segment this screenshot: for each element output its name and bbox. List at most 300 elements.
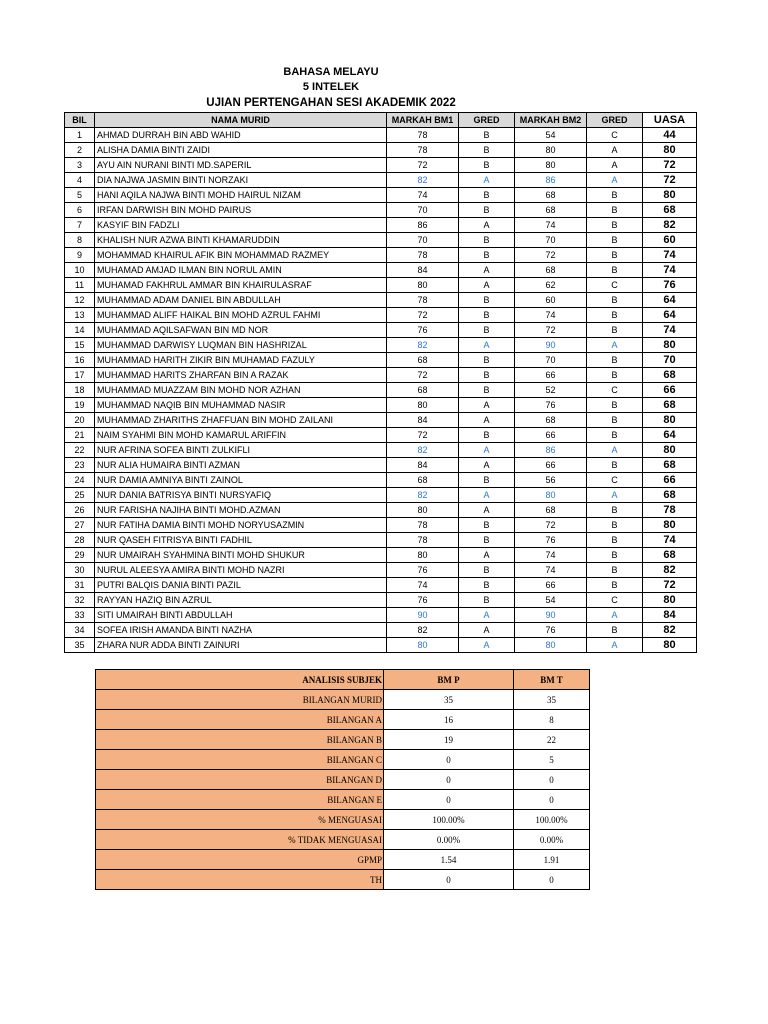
cell-gred1: B (459, 248, 515, 263)
analysis-row (96, 710, 590, 730)
cell-markah-bm1: 82 (387, 173, 459, 188)
analysis-value-bmp: 100.00% (384, 810, 514, 830)
cell-markah-bm1: 78 (387, 293, 459, 308)
cell-gred1: B (459, 233, 515, 248)
cell-markah-bm2: 68 (515, 203, 587, 218)
cell-uasa: 78 (643, 503, 697, 518)
cell-markah-bm2: 72 (515, 518, 587, 533)
cell-gred1: A (459, 413, 515, 428)
cell-markah-bm2: 72 (515, 248, 587, 263)
cell-bil: 32 (65, 593, 95, 608)
cell-bil: 18 (65, 383, 95, 398)
cell-bil: 24 (65, 473, 95, 488)
table-row (65, 383, 697, 398)
analysis-value-bmt: 5 (514, 750, 590, 770)
cell-gred2: B (587, 563, 643, 578)
analysis-value-bmp: 0 (384, 750, 514, 770)
cell-gred1: A (459, 488, 515, 503)
analysis-header-bmt: BM T (514, 670, 590, 690)
cell-nama: KHALISH NUR AZWA BINTI KHAMARUDDIN (95, 233, 387, 248)
cell-uasa: 80 (643, 143, 697, 158)
cell-markah-bm1: 84 (387, 458, 459, 473)
table-row (65, 548, 697, 563)
cell-bil: 10 (65, 263, 95, 278)
cell-uasa: 68 (643, 488, 697, 503)
cell-markah-bm2: 52 (515, 383, 587, 398)
table-row (65, 173, 697, 188)
cell-nama: MUHAMAD AMJAD ILMAN BIN NORUL AMIN (95, 263, 387, 278)
cell-markah-bm2: 80 (515, 488, 587, 503)
cell-uasa: 82 (643, 563, 697, 578)
cell-nama: NUR FARISHA NAJIHA BINTI MOHD.AZMAN (95, 503, 387, 518)
cell-markah-bm2: 80 (515, 638, 587, 653)
table-row (65, 413, 697, 428)
cell-uasa: 72 (643, 578, 697, 593)
analysis-row (96, 730, 590, 750)
table-row (65, 428, 697, 443)
cell-bil: 8 (65, 233, 95, 248)
analysis-row (96, 690, 590, 710)
cell-bil: 31 (65, 578, 95, 593)
cell-gred2: C (587, 473, 643, 488)
cell-markah-bm2: 72 (515, 323, 587, 338)
cell-bil: 1 (65, 128, 95, 143)
analysis-label: BILANGAN D (96, 770, 384, 790)
cell-markah-bm2: 80 (515, 158, 587, 173)
col-header-markah-bm1: MARKAH BM1 (387, 113, 459, 128)
cell-markah-bm1: 72 (387, 308, 459, 323)
table-row (65, 128, 697, 143)
analysis-label: BILANGAN C (96, 750, 384, 770)
cell-markah-bm1: 76 (387, 323, 459, 338)
analysis-row (96, 750, 590, 770)
cell-gred2: B (587, 188, 643, 203)
cell-gred2: C (587, 278, 643, 293)
cell-gred2: A (587, 143, 643, 158)
table-row (65, 638, 697, 653)
cell-gred1: A (459, 458, 515, 473)
cell-nama: MUHAMMAD ZHARITHS ZHAFFUAN BIN MOHD ZAILANI (95, 413, 387, 428)
cell-bil: 21 (65, 428, 95, 443)
table-row (65, 533, 697, 548)
cell-markah-bm1: 78 (387, 143, 459, 158)
cell-gred1: B (459, 128, 515, 143)
cell-markah-bm2: 90 (515, 338, 587, 353)
cell-uasa: 80 (643, 593, 697, 608)
cell-markah-bm2: 54 (515, 593, 587, 608)
cell-bil: 30 (65, 563, 95, 578)
cell-uasa: 64 (643, 293, 697, 308)
cell-uasa: 68 (643, 368, 697, 383)
analysis-value-bmp: 19 (384, 730, 514, 750)
table-row (65, 263, 697, 278)
col-header-markah-bm2: MARKAH BM2 (515, 113, 587, 128)
analysis-value-bmt: 0 (514, 770, 590, 790)
cell-uasa: 82 (643, 218, 697, 233)
cell-markah-bm2: 54 (515, 128, 587, 143)
cell-gred1: A (459, 278, 515, 293)
cell-markah-bm2: 68 (515, 263, 587, 278)
table-row (65, 203, 697, 218)
cell-uasa: 68 (643, 548, 697, 563)
cell-bil: 26 (65, 503, 95, 518)
cell-gred1: A (459, 443, 515, 458)
analysis-header-row (96, 670, 590, 690)
cell-gred1: B (459, 533, 515, 548)
cell-bil: 6 (65, 203, 95, 218)
cell-gred2: A (587, 338, 643, 353)
cell-bil: 14 (65, 323, 95, 338)
cell-bil: 33 (65, 608, 95, 623)
cell-gred1: B (459, 473, 515, 488)
cell-markah-bm2: 80 (515, 143, 587, 158)
cell-gred2: B (587, 578, 643, 593)
cell-uasa: 72 (643, 158, 697, 173)
cell-gred1: A (459, 638, 515, 653)
cell-markah-bm1: 84 (387, 413, 459, 428)
col-header-gred2: GRED (587, 113, 643, 128)
cell-markah-bm2: 66 (515, 578, 587, 593)
table-row (65, 293, 697, 308)
cell-gred2: B (587, 323, 643, 338)
cell-gred1: B (459, 593, 515, 608)
cell-gred2: C (587, 593, 643, 608)
analysis-value-bmp: 0.00% (384, 830, 514, 850)
analysis-value-bmt: 0 (514, 870, 590, 890)
cell-nama: NAIM SYAHMI BIN MOHD KAMARUL ARIFFIN (95, 428, 387, 443)
cell-nama: IRFAN DARWISH BIN MOHD PAIRUS (95, 203, 387, 218)
analysis-value-bmp: 0 (384, 770, 514, 790)
cell-markah-bm1: 70 (387, 233, 459, 248)
cell-nama: HANI AQILA NAJWA BINTI MOHD HAIRUL NIZAM (95, 188, 387, 203)
cell-bil: 13 (65, 308, 95, 323)
analysis-row (96, 870, 590, 890)
col-header-bil: BIL (65, 113, 95, 128)
cell-markah-bm1: 82 (387, 443, 459, 458)
analysis-row (96, 850, 590, 870)
cell-nama: NUR FATIHA DAMIA BINTI MOHD NORYUSAZMIN (95, 518, 387, 533)
cell-gred1: B (459, 158, 515, 173)
cell-uasa: 76 (643, 278, 697, 293)
cell-bil: 19 (65, 398, 95, 413)
table-row (65, 218, 697, 233)
analysis-label: BILANGAN MURID (96, 690, 384, 710)
cell-bil: 27 (65, 518, 95, 533)
cell-markah-bm1: 90 (387, 608, 459, 623)
table-row (65, 593, 697, 608)
cell-gred1: B (459, 563, 515, 578)
cell-nama: MUHAMMAD HARITS ZHARFAN BIN A RAZAK (95, 368, 387, 383)
analysis-value-bmt: 100.00% (514, 810, 590, 830)
cell-markah-bm1: 80 (387, 503, 459, 518)
cell-nama: MUHAMMAD HARITH ZIKIR BIN MUHAMAD FAZULY (95, 353, 387, 368)
cell-gred1: A (459, 608, 515, 623)
cell-gred1: B (459, 188, 515, 203)
cell-markah-bm1: 78 (387, 533, 459, 548)
student-marks-table (64, 112, 697, 653)
analysis-label: BILANGAN B (96, 730, 384, 750)
cell-gred1: A (459, 503, 515, 518)
document-exam-title: UJIAN PERTENGAHAN SESI AKADEMIK 2022 (206, 97, 456, 109)
cell-markah-bm1: 86 (387, 218, 459, 233)
cell-markah-bm2: 62 (515, 278, 587, 293)
cell-gred1: B (459, 368, 515, 383)
cell-gred2: B (587, 398, 643, 413)
table-row (65, 323, 697, 338)
analysis-value-bmt: 1.91 (514, 850, 590, 870)
cell-gred2: C (587, 128, 643, 143)
cell-gred1: A (459, 623, 515, 638)
cell-markah-bm2: 74 (515, 548, 587, 563)
cell-gred1: B (459, 323, 515, 338)
cell-gred2: A (587, 608, 643, 623)
cell-bil: 12 (65, 293, 95, 308)
cell-nama: SOFEA IRISH AMANDA BINTI NAZHA (95, 623, 387, 638)
analysis-value-bmt: 35 (514, 690, 590, 710)
cell-uasa: 84 (643, 608, 697, 623)
table-row (65, 368, 697, 383)
cell-gred2: B (587, 233, 643, 248)
cell-uasa: 74 (643, 263, 697, 278)
subject-analysis-table (95, 669, 590, 890)
cell-gred1: B (459, 578, 515, 593)
cell-markah-bm1: 80 (387, 548, 459, 563)
cell-uasa: 64 (643, 428, 697, 443)
cell-gred2: A (587, 638, 643, 653)
cell-gred2: B (587, 503, 643, 518)
cell-markah-bm1: 80 (387, 398, 459, 413)
table-row (65, 158, 697, 173)
cell-uasa: 80 (643, 518, 697, 533)
cell-nama: NUR ALIA HUMAIRA BINTI AZMAN (95, 458, 387, 473)
cell-markah-bm2: 76 (515, 533, 587, 548)
cell-markah-bm2: 76 (515, 623, 587, 638)
cell-markah-bm2: 56 (515, 473, 587, 488)
cell-bil: 22 (65, 443, 95, 458)
analysis-value-bmt: 8 (514, 710, 590, 730)
cell-markah-bm2: 66 (515, 428, 587, 443)
cell-markah-bm1: 82 (387, 623, 459, 638)
cell-markah-bm2: 74 (515, 218, 587, 233)
cell-gred2: A (587, 173, 643, 188)
cell-uasa: 68 (643, 203, 697, 218)
table-row (65, 518, 697, 533)
cell-markah-bm2: 60 (515, 293, 587, 308)
cell-markah-bm1: 80 (387, 278, 459, 293)
cell-gred1: B (459, 518, 515, 533)
cell-markah-bm1: 76 (387, 563, 459, 578)
cell-uasa: 80 (643, 638, 697, 653)
cell-uasa: 64 (643, 308, 697, 323)
analysis-row (96, 770, 590, 790)
cell-bil: 2 (65, 143, 95, 158)
cell-markah-bm2: 76 (515, 398, 587, 413)
cell-markah-bm2: 68 (515, 188, 587, 203)
student-rows (65, 128, 697, 653)
cell-gred1: B (459, 383, 515, 398)
cell-markah-bm1: 78 (387, 248, 459, 263)
cell-gred2: A (587, 488, 643, 503)
cell-gred1: A (459, 548, 515, 563)
cell-gred2: B (587, 623, 643, 638)
cell-bil: 20 (65, 413, 95, 428)
cell-bil: 34 (65, 623, 95, 638)
cell-gred2: B (587, 533, 643, 548)
cell-uasa: 72 (643, 173, 697, 188)
cell-uasa: 44 (643, 128, 697, 143)
analysis-value-bmt: 0 (514, 790, 590, 810)
cell-bil: 29 (65, 548, 95, 563)
cell-markah-bm2: 70 (515, 353, 587, 368)
analysis-header-bmp: BM P (384, 670, 514, 690)
cell-markah-bm1: 84 (387, 263, 459, 278)
table-row (65, 563, 697, 578)
cell-nama: NUR DANIA BATRISYA BINTI NURSYAFIQ (95, 488, 387, 503)
cell-uasa: 66 (643, 473, 697, 488)
cell-nama: KASYIF BIN FADZLI (95, 218, 387, 233)
cell-gred1: B (459, 143, 515, 158)
analysis-value-bmp: 0 (384, 870, 514, 890)
cell-bil: 9 (65, 248, 95, 263)
cell-gred2: B (587, 428, 643, 443)
analysis-row (96, 830, 590, 850)
cell-gred2: B (587, 353, 643, 368)
cell-nama: MUHAMMAD ADAM DANIEL BIN ABDULLAH (95, 293, 387, 308)
table-row (65, 608, 697, 623)
cell-uasa: 74 (643, 323, 697, 338)
cell-gred2: B (587, 263, 643, 278)
cell-bil: 11 (65, 278, 95, 293)
table-row (65, 188, 697, 203)
cell-markah-bm2: 70 (515, 233, 587, 248)
cell-markah-bm1: 76 (387, 593, 459, 608)
cell-markah-bm2: 66 (515, 368, 587, 383)
cell-markah-bm1: 78 (387, 518, 459, 533)
cell-markah-bm1: 80 (387, 638, 459, 653)
cell-markah-bm1: 72 (387, 428, 459, 443)
cell-nama: AYU AIN NURANI BINTI MD.SAPERIL (95, 158, 387, 173)
cell-markah-bm1: 70 (387, 203, 459, 218)
cell-gred2: B (587, 413, 643, 428)
cell-gred2: B (587, 368, 643, 383)
cell-bil: 35 (65, 638, 95, 653)
cell-gred2: C (587, 383, 643, 398)
cell-uasa: 74 (643, 248, 697, 263)
cell-gred2: B (587, 518, 643, 533)
cell-gred2: B (587, 458, 643, 473)
analysis-row (96, 810, 590, 830)
cell-gred2: B (587, 248, 643, 263)
table-row (65, 338, 697, 353)
table-row (65, 623, 697, 638)
cell-markah-bm1: 78 (387, 128, 459, 143)
cell-nama: NUR QASEH FITRISYA BINTI FADHIL (95, 533, 387, 548)
cell-markah-bm1: 68 (387, 473, 459, 488)
col-header-gred1: GRED (459, 113, 515, 128)
cell-markah-bm2: 68 (515, 503, 587, 518)
cell-nama: MOHAMMAD KHAIRUL AFIK BIN MOHAMMAD RAZMEY (95, 248, 387, 263)
cell-uasa: 80 (643, 338, 697, 353)
cell-gred1: A (459, 398, 515, 413)
table-row (65, 353, 697, 368)
cell-bil: 28 (65, 533, 95, 548)
cell-uasa: 68 (643, 398, 697, 413)
cell-gred2: B (587, 203, 643, 218)
cell-bil: 15 (65, 338, 95, 353)
cell-markah-bm1: 68 (387, 353, 459, 368)
analysis-value-bmt: 22 (514, 730, 590, 750)
analysis-label: % TIDAK MENGUASAI (96, 830, 384, 850)
analysis-value-bmp: 0 (384, 790, 514, 810)
cell-bil: 4 (65, 173, 95, 188)
table-row (65, 308, 697, 323)
cell-markah-bm1: 74 (387, 578, 459, 593)
cell-markah-bm1: 72 (387, 158, 459, 173)
table-row (65, 503, 697, 518)
cell-nama: ALISHA DAMIA BINTI ZAIDI (95, 143, 387, 158)
cell-nama: AHMAD DURRAH BIN ABD WAHID (95, 128, 387, 143)
cell-gred2: B (587, 548, 643, 563)
cell-bil: 17 (65, 368, 95, 383)
cell-gred1: B (459, 203, 515, 218)
analysis-value-bmt: 0.00% (514, 830, 590, 850)
cell-uasa: 80 (643, 413, 697, 428)
cell-bil: 25 (65, 488, 95, 503)
cell-uasa: 80 (643, 443, 697, 458)
table-header-row (65, 113, 697, 128)
cell-nama: DIA NAJWA JASMIN BINTI NORZAKI (95, 173, 387, 188)
cell-uasa: 80 (643, 188, 697, 203)
cell-markah-bm2: 90 (515, 608, 587, 623)
analysis-row (96, 790, 590, 810)
cell-gred1: B (459, 308, 515, 323)
table-row (65, 233, 697, 248)
cell-gred1: B (459, 353, 515, 368)
table-row (65, 488, 697, 503)
table-row (65, 458, 697, 473)
cell-gred2: B (587, 293, 643, 308)
cell-markah-bm1: 68 (387, 383, 459, 398)
analysis-rows (96, 690, 590, 890)
col-header-nama: NAMA MURID (95, 113, 387, 128)
cell-gred1: A (459, 263, 515, 278)
cell-bil: 16 (65, 353, 95, 368)
cell-gred1: A (459, 338, 515, 353)
cell-uasa: 66 (643, 383, 697, 398)
analysis-label: TH (96, 870, 384, 890)
cell-nama: NUR DAMIA AMNIYA BINTI ZAINOL (95, 473, 387, 488)
cell-markah-bm2: 74 (515, 563, 587, 578)
cell-markah-bm1: 72 (387, 368, 459, 383)
cell-gred1: A (459, 173, 515, 188)
cell-bil: 23 (65, 458, 95, 473)
table-row (65, 248, 697, 263)
cell-nama: MUHAMMAD ALIFF HAIKAL BIN MOHD AZRUL FAHMI (95, 308, 387, 323)
table-row (65, 473, 697, 488)
cell-bil: 5 (65, 188, 95, 203)
cell-gred2: A (587, 158, 643, 173)
table-row (65, 143, 697, 158)
cell-nama: MUHAMMAD NAQIB BIN MUHAMMAD NASIR (95, 398, 387, 413)
cell-markah-bm1: 74 (387, 188, 459, 203)
cell-markah-bm2: 74 (515, 308, 587, 323)
cell-markah-bm2: 66 (515, 458, 587, 473)
cell-bil: 3 (65, 158, 95, 173)
analysis-label: GPMP (96, 850, 384, 870)
cell-uasa: 82 (643, 623, 697, 638)
analysis-value-bmp: 1.54 (384, 850, 514, 870)
cell-nama: ZHARA NUR ADDA BINTI ZAINURI (95, 638, 387, 653)
